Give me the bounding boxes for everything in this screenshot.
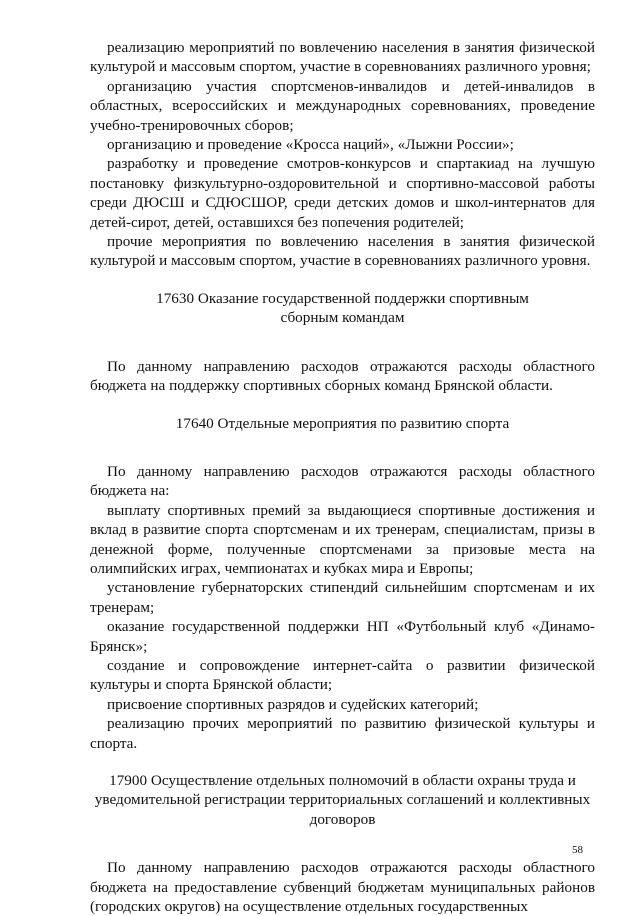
body-paragraph: прочие мероприятия по вовлечению населения в занятия физической культурой и массовым спортом, участие в соревнованиях различного уровня. [90, 233, 595, 270]
heading-line: сборным командам [280, 309, 405, 327]
section-heading-17640: 17640 Отдельные мероприятия по развитию спорта [175, 414, 510, 432]
body-paragraph: По данному направлению расходов отражаются расходы областного бюджета на предоставление субвенций бюджетам муниципальных районов (городских округов) на осуществление отдельных государственных [90, 859, 595, 916]
body-paragraph: реализацию мероприятий по вовлечению населения в занятия физической культурой и массовым спортом, участие в соревнованиях различного уровня; [90, 39, 595, 76]
heading-line: договоров [309, 810, 376, 828]
body-paragraph: организацию участия спортсменов-инвалидов и детей-инвалидов в областных, всероссийских и международных соревнованиях, проведение учебно-тренировочных сборов; [90, 77, 595, 134]
page-number: 58 [572, 844, 583, 856]
body-paragraph: организацию и проведение «Кросса наций», «Лыжни России»; [107, 136, 514, 154]
body-paragraph: выплату спортивных премий за выдающиеся спортивные достижения и вклад в развитие спорта спортсменам и их тренерам, специалистам, призы в денежной форме, полученные спортсменами за призовые места на олимпийских играх, чемпионатах и кубках мира и Европы; [90, 501, 595, 577]
heading-line: уведомительной регистрации территориальных соглашений и коллективных [94, 791, 591, 809]
body-paragraph: создание и сопровождение интернет-сайта о развитии физической культуры и спорта Брянской области; [90, 656, 595, 694]
document-page [90, 38, 595, 916]
section-heading-17900 [90, 771, 595, 829]
body-paragraph: По данному направлению расходов отражаются расходы областного бюджета на поддержку спортивных сборных команд Брянской области. [90, 357, 595, 395]
body-paragraph: разработку и проведение смотров-конкурсов и спартакиад на лучшую постановку физкультурно-оздоровительной и спортивно-массовой работы среди ДЮСШ и СДЮСШОР, среди детских домов и школ-интернатов для детей-сирот, детей, оставшихся без попечения родителей; [90, 155, 595, 231]
body-paragraph: реализацию прочих мероприятий по развитию физической культуры и спорта. [90, 715, 595, 752]
heading-line: 17630 Оказание государственной поддержки спортивным [156, 289, 529, 307]
body-paragraph: установление губернаторских стипендий сильнейшим спортсменам и их тренерам; [90, 579, 595, 616]
body-paragraph: По данному направлению расходов отражаются расходы областного бюджета на: [90, 462, 595, 500]
heading-line: 17900 Осуществление отдельных полномочий в области охраны труда и [109, 772, 576, 789]
body-paragraph: оказание государственной поддержки НП «Футбольный клуб «Динамо-Брянск»; [90, 618, 595, 655]
section-heading-17630 [90, 289, 595, 328]
body-paragraph: присвоение спортивных разрядов и судейских категорий; [107, 695, 479, 713]
